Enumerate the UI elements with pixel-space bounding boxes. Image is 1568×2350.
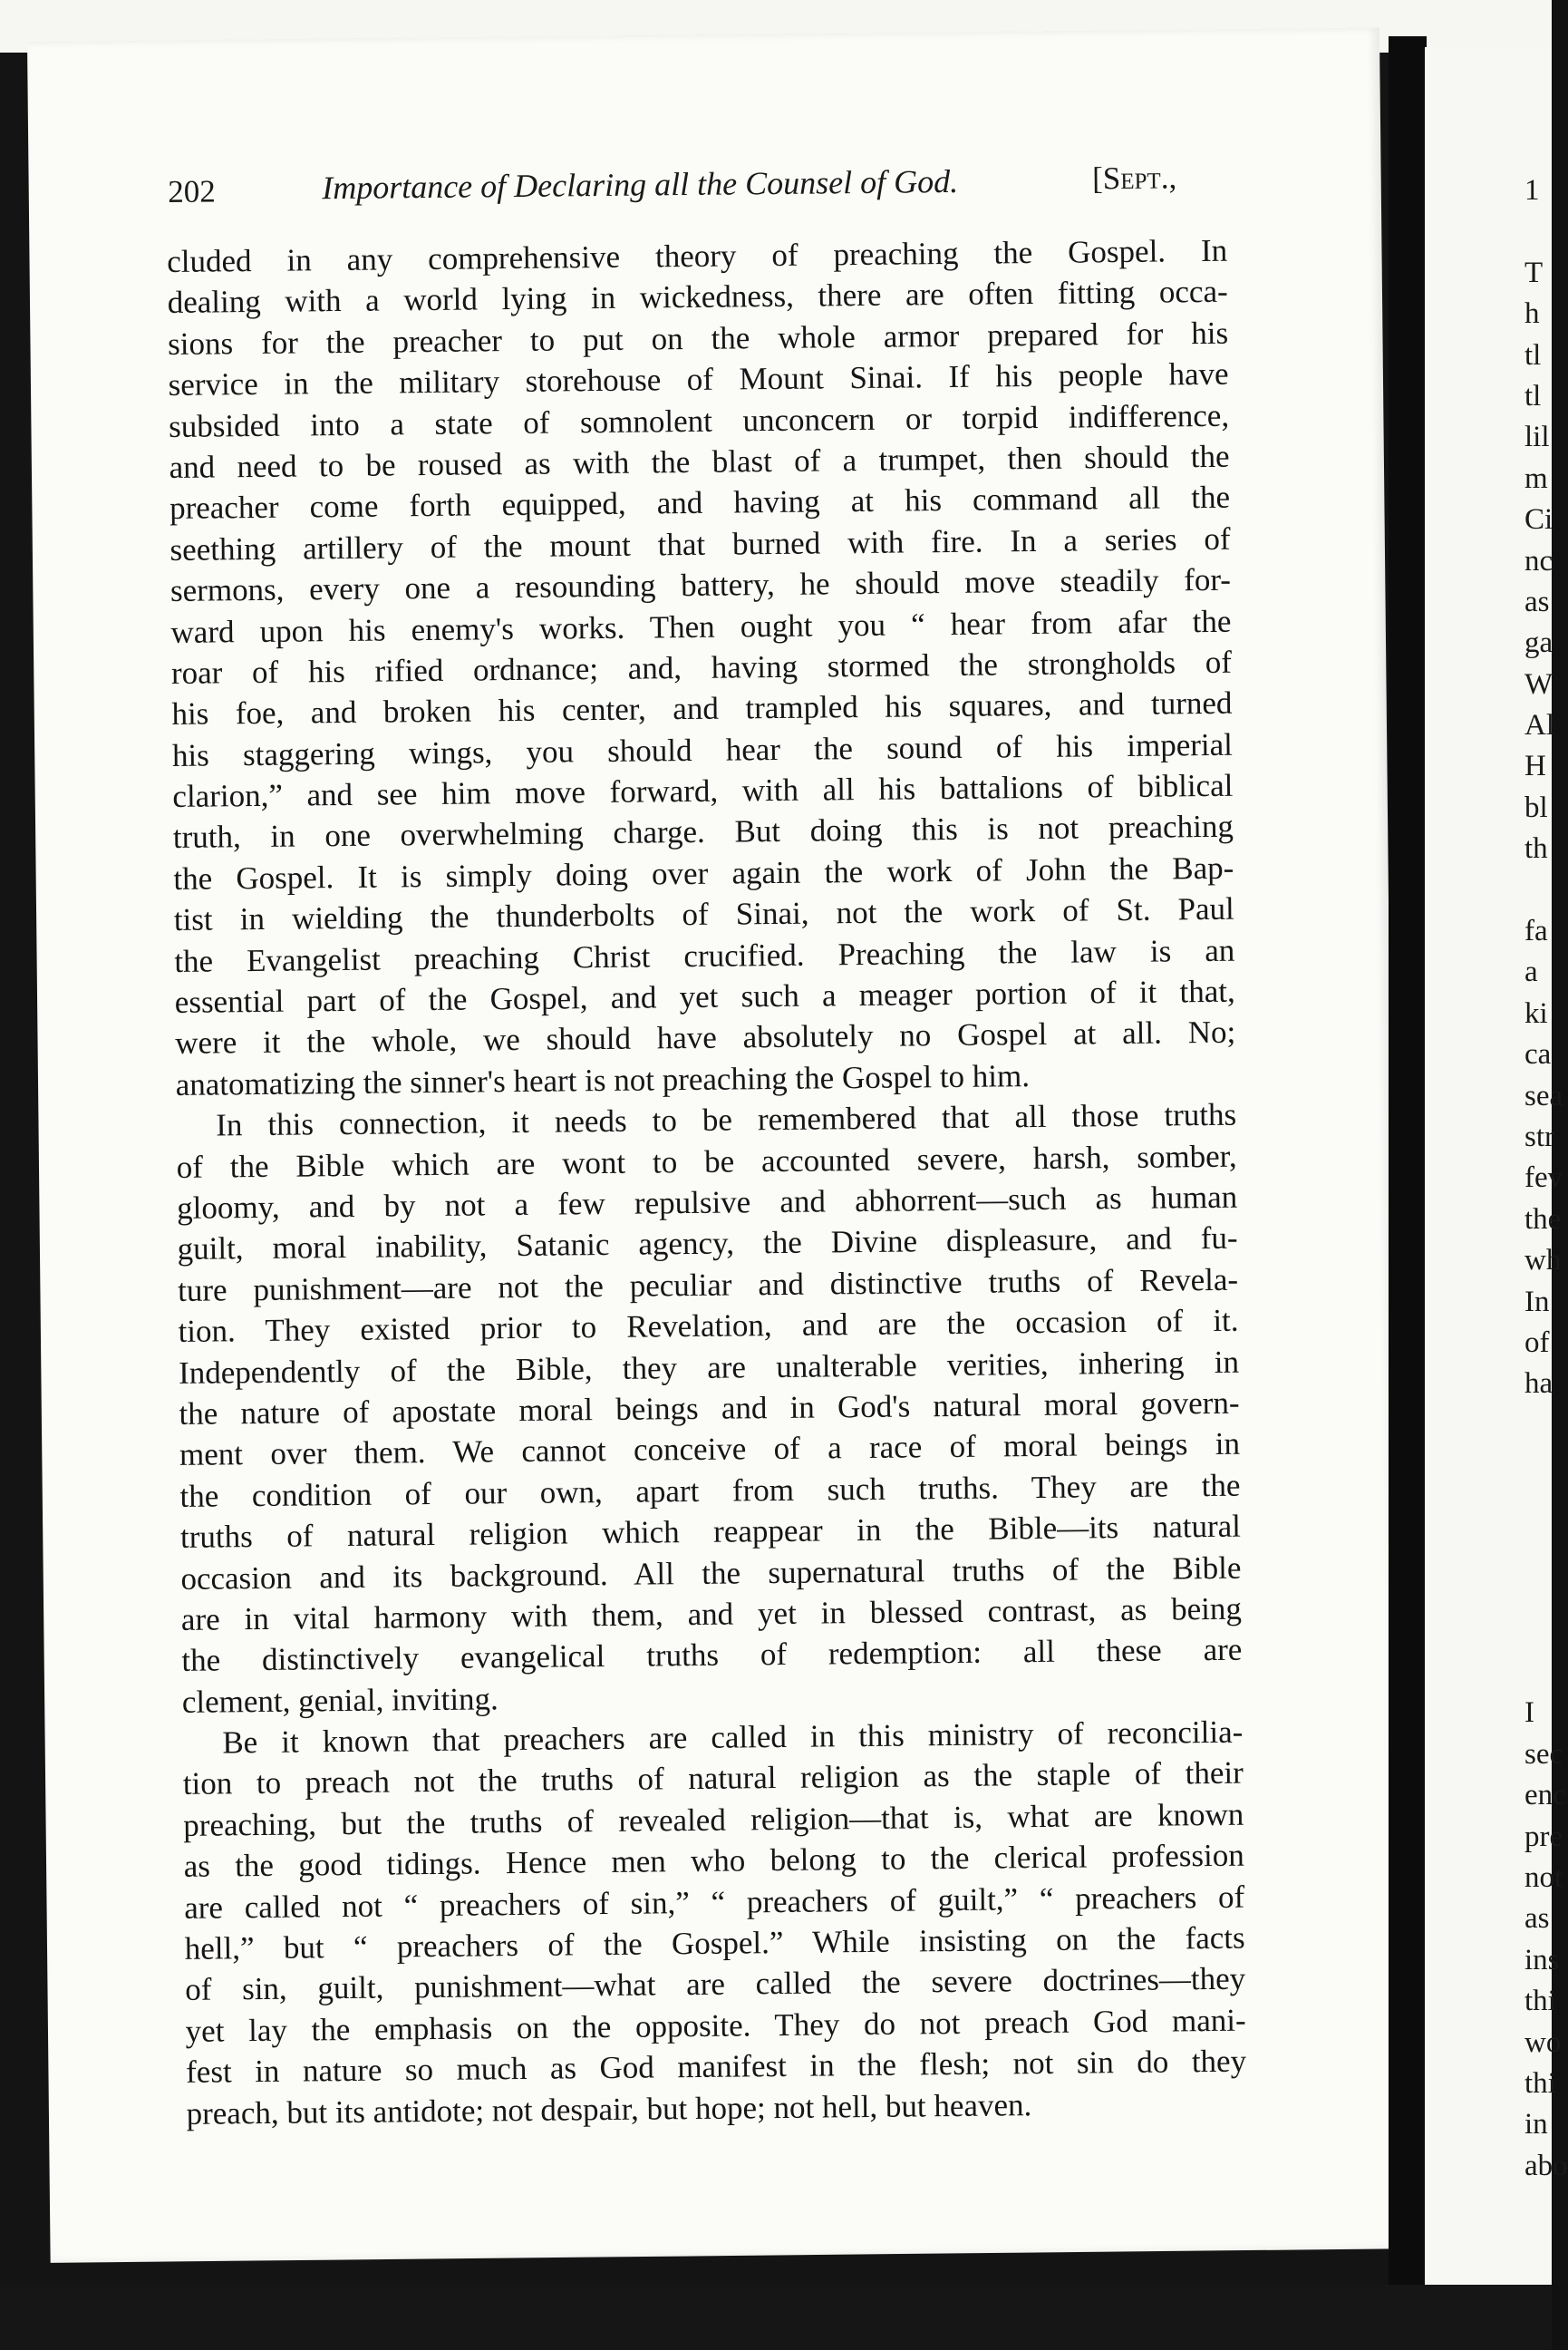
paragraph <box>182 1712 1247 2134</box>
text-line: hell,” but “ preachers of the Gospel.” While insisting on the facts <box>184 1919 1245 1966</box>
facing-page-fragment: enc <box>1524 1779 1566 1812</box>
text-line: In this connection, it needs to be remembered that all those truths <box>216 1096 1237 1143</box>
facing-page-fragment: abo <box>1524 2149 1568 2182</box>
facing-page-gap <box>1524 1611 1568 1652</box>
facing-page-fragment: ha <box>1524 1367 1553 1401</box>
facing-page-fragment: ca <box>1524 1038 1552 1072</box>
facing-page-fragment: m <box>1524 461 1548 495</box>
facing-page-fragment: H <box>1524 750 1546 783</box>
running-date: [Sept., <box>1091 160 1177 197</box>
facing-page-fragment: W <box>1524 667 1553 701</box>
text-line: occasion and its background. All the supernatural truths of the Bible <box>180 1549 1242 1597</box>
text-line: gloomy, and by not a few repulsive and abhorrent—such as human <box>176 1179 1238 1226</box>
text-line: his foe, and broken his center, and trampled his squares, and turned <box>171 685 1233 733</box>
page-number: 202 <box>168 173 216 209</box>
text-line: preach, but its antidote; not despair, but hope; not hell, but heaven. <box>186 2086 1032 2132</box>
facing-page-fragment: h <box>1524 297 1540 331</box>
text-line: are in vital harmony with them, and yet in blessed contrast, as being <box>180 1590 1243 1637</box>
text-line: are called not “ preachers of sin,” “ preachers of guilt,” “ preachers of <box>184 1879 1245 1926</box>
text-line: seething artillery of the mount that burned with fire. In a series of <box>169 520 1231 568</box>
facing-page-fragment: tl <box>1524 338 1542 372</box>
text-line: were it the whole, we should have absolutely no Gospel at all. No; <box>175 1015 1236 1062</box>
text-line: essential part of the Gospel, and yet such a meager portion of it that, <box>174 973 1235 1020</box>
text-line: Independently of the Bible, they are unalterable verities, inhering in <box>178 1344 1240 1391</box>
facing-page-fragment: Ci <box>1524 503 1553 537</box>
paragraph <box>176 1094 1243 1723</box>
text-line: the Evangelist preaching Christ crucified. Preaching the law is an <box>174 932 1235 979</box>
facing-page-fragment: thi <box>1524 1985 1556 2018</box>
body-text <box>167 230 1247 2134</box>
facing-page-fragment: ins <box>1524 1943 1560 1976</box>
facing-page-fragment: th <box>1524 832 1548 866</box>
text-line: truth, in one overwhelming charge. But doing this is not preaching <box>172 809 1234 856</box>
facing-page-fragment: as <box>1524 1902 1550 1936</box>
text-line: tion. They existed prior to Revelation, and are the occasion of it. <box>178 1302 1239 1350</box>
facing-page-fragment: pre <box>1524 1820 1563 1853</box>
facing-page-gap <box>1524 1529 1568 1569</box>
text-line: anatomatizing the sinner's heart is not preaching the Gospel to him. <box>175 1057 1031 1102</box>
facing-page-fragment: as <box>1524 585 1550 618</box>
text-line: roar of his rified ordnance; and, having stormed the strongholds of <box>170 644 1233 691</box>
facing-page-fragment: of <box>1524 1326 1550 1359</box>
text-line: guilt, moral inability, Satanic agency, the Divine displeasure, and fu- <box>177 1220 1238 1267</box>
text-line: cluded in any comprehensive theory of preaching the Gospel. In <box>167 232 1228 279</box>
bottom-edge <box>0 2285 1552 2350</box>
text-line: service in the military storehouse of Mount Sinai. If his people have <box>168 355 1229 403</box>
facing-page-fragment: T <box>1524 256 1544 289</box>
text-line: subsided into a state of somnolent unconcern or torpid indifference, <box>168 397 1230 444</box>
facing-page-gap <box>1524 1446 1568 1487</box>
facing-page-fragment: ki <box>1524 996 1548 1030</box>
facing-page-gap <box>1524 1488 1568 1529</box>
text-line: sions for the preacher to put on the whole armor prepared for his <box>167 315 1229 362</box>
paragraph <box>167 230 1236 1105</box>
facing-page-fragment: bl <box>1524 791 1548 824</box>
facing-page-fragment: not <box>1524 1861 1563 1895</box>
text-line: preacher come forth equipped, and having at his command all the <box>169 480 1231 527</box>
facing-page-fragment: wo <box>1524 2025 1562 2059</box>
text-line: truths of natural religion which reappear in the Bible—its natural <box>179 1508 1242 1556</box>
facing-page-gap <box>1524 1569 1568 1610</box>
facing-page-fragment: a <box>1524 956 1538 989</box>
text-line: sermons, every one a resounding battery, he should move steadily for- <box>169 561 1232 609</box>
facing-page-fragment: In <box>1524 1285 1550 1318</box>
facing-page-fragment: ga <box>1524 626 1553 660</box>
text-line: the Gospel. It is simply doing over again the work of John the Bap- <box>173 850 1234 897</box>
facing-page-fragment: wh <box>1524 1244 1562 1277</box>
text-line: tion to preach not the truths of natural religion as the staple of their <box>182 1755 1244 1802</box>
text-line: the nature of apostate moral beings and in God's natural moral govern- <box>179 1384 1240 1432</box>
facing-page-gap <box>1524 1405 1568 1446</box>
text-line: preaching, but the truths of revealed religion—that is, what are known <box>183 1796 1244 1843</box>
facing-page-fragment: in <box>1524 2108 1548 2141</box>
facing-page-fragment: thi <box>1524 2066 1556 2100</box>
facing-page-fragment: sea <box>1524 1079 1563 1112</box>
text-line: his staggering wings, you should hear the sound of his imperial <box>171 726 1234 773</box>
text-line: the distinctively evangelical truths of redemption: all these are <box>181 1631 1243 1679</box>
text-line: Be it known that preachers are called in this ministry of reconcilia- <box>222 1714 1244 1761</box>
text-line: the condition of our own, apart from such truths. They are the <box>179 1467 1241 1514</box>
facing-page-fragment: sec <box>1524 1737 1563 1771</box>
facing-page-fragment: lil <box>1524 421 1550 454</box>
text-line: dealing with a world lying in wickedness, there are often fitting occa- <box>167 274 1228 321</box>
facing-page-fragment: Al <box>1524 709 1554 743</box>
facing-page-gap <box>1524 211 1568 252</box>
text-line: fest in nature so much as God manifest in the flesh; not sin do they <box>185 2043 1247 2091</box>
facing-page-fragment: nc <box>1524 544 1553 578</box>
facing-page-gap <box>1524 1652 1568 1693</box>
text-line: of the Bible which are wont to be accounted severe, harsh, somber, <box>176 1138 1237 1185</box>
text-line: clement, genial, inviting. <box>181 1680 499 1720</box>
facing-page-fragment: the <box>1524 1202 1562 1236</box>
text-line: ment over them. We cannot conceive of a race of moral beings in <box>179 1426 1241 1473</box>
text-line: ture punishment—are not the peculiar and distinctive truths of Revela- <box>177 1261 1239 1308</box>
page-gutter <box>1389 36 1427 2350</box>
facing-page-fragment: 1 <box>1524 174 1540 207</box>
facing-page-gap <box>1524 870 1568 911</box>
text-line: and need to be roused as with the blast of a trumpet, then should the <box>169 438 1230 485</box>
text-line: as the good tidings. Hence men who belong to the clerical profession <box>183 1837 1244 1885</box>
facing-page-text <box>1524 170 1568 2187</box>
running-title: Importance of Declaring all the Counsel of God. <box>322 162 959 207</box>
facing-page-fragment: tl <box>1524 379 1542 413</box>
text-line: of sin, guilt, punishment—what are called the severe doctrines—they <box>184 1961 1246 2008</box>
facing-page-fragment: I <box>1524 1696 1534 1730</box>
facing-page-fragment: str <box>1524 1120 1554 1153</box>
text-line: ward upon his enemy's works. Then ought you “ hear from afar the <box>170 603 1232 650</box>
text-line: tist in wielding the thunderbolts of Sinai, not the work of St. Paul <box>173 890 1234 938</box>
text-line: clarion,” and see him move forward, with all his battalions of biblical <box>172 767 1234 815</box>
facing-page-fragment: fa <box>1524 915 1548 948</box>
facing-page-fragment: fev <box>1524 1161 1563 1195</box>
text-line: yet lay the emphasis on the opposite. They do not preach God mani- <box>185 2002 1246 2049</box>
